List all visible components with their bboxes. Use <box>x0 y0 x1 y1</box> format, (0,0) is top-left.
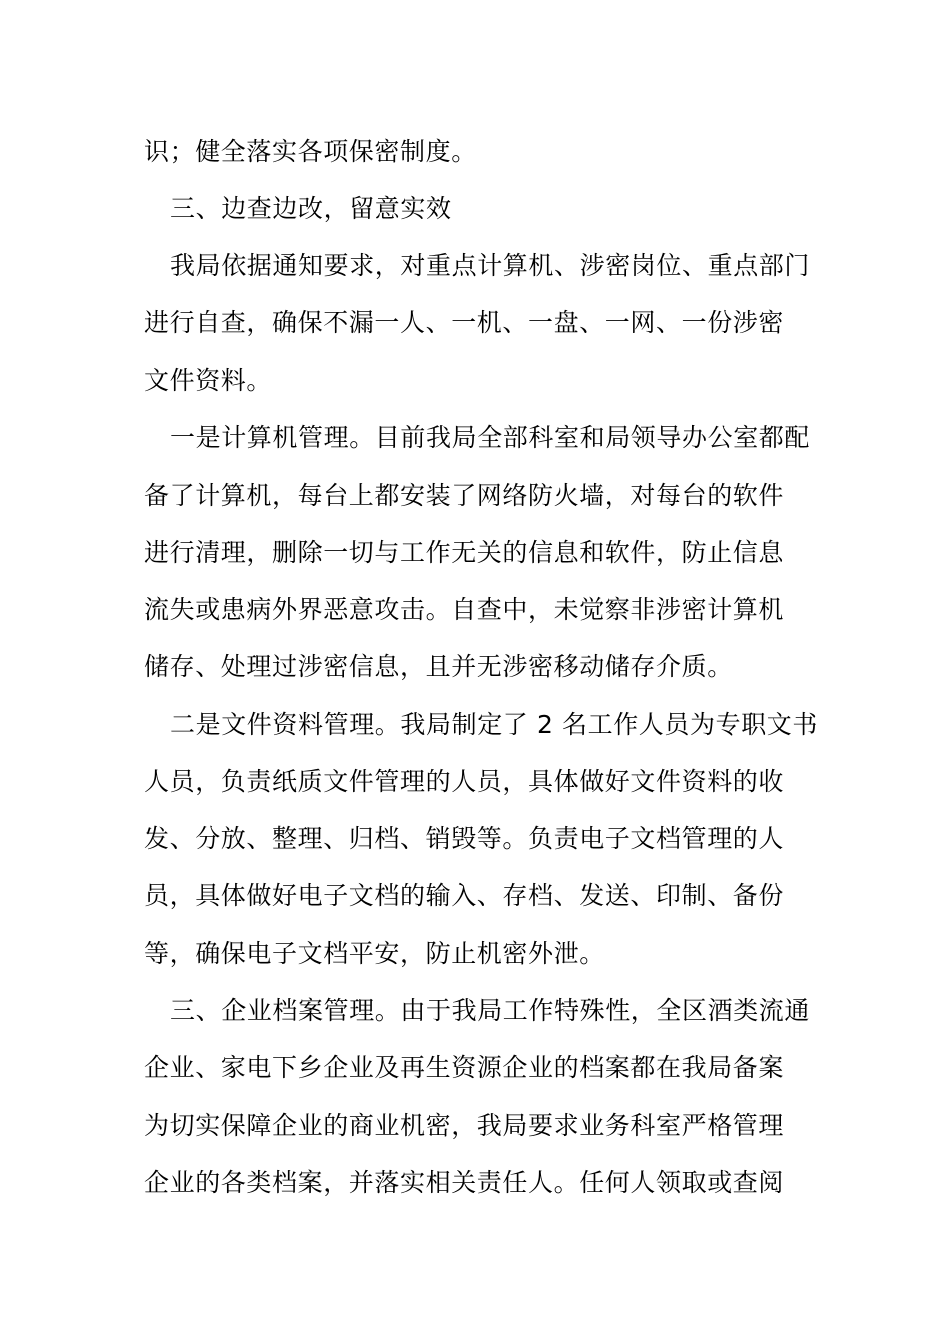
text-line: 进行清理，删除一切与工作无关的信息和软件，防止信息 <box>144 538 785 567</box>
text-line: 员，具体做好电子文档的输入、存档、发送、印制、备份 <box>144 881 785 910</box>
text-line: 我局依据通知要求，对重点计算机、涉密岗位、重点部门 <box>170 251 811 280</box>
text-line: 识；健全落实各项保密制度。 <box>144 137 477 166</box>
text-line: 企业、家电下乡企业及再生资源企业的档案都在我局备案 <box>144 1053 785 1082</box>
text-line: 进行自查，确保不漏一人、一机、一盘、一网、一份涉密 <box>144 308 785 337</box>
text-line: 一是计算机管理。目前我局全部科室和局领导办公室都配 <box>170 423 811 452</box>
text-line: 发、分放、整理、归档、销毁等。负责电子文档管理的人 <box>144 824 785 853</box>
text-line: 备了计算机，每台上都安装了网络防火墙，对每台的软件 <box>144 481 785 510</box>
text-line: 文件资料。 <box>144 366 273 395</box>
section-heading: 三、边查边改，留意实效 <box>170 194 452 223</box>
text-line: 储存、处理过涉密信息，且并无涉密移动储存介质。 <box>144 652 733 681</box>
text-line: 流失或患病外界恶意攻击。自查中，未觉察非涉密计算机 <box>144 595 785 624</box>
text-line: 为切实保障企业的商业机密，我局要求业务科室严格管理 <box>144 1111 785 1140</box>
text-line: 二是文件资料管理。我局制定了 2 名工作人员为专职文书 <box>170 710 819 739</box>
text-line: 企业的各类档案，并落实相关责任人。任何人领取或查阅 <box>144 1168 785 1197</box>
text-line: 人员，负责纸质文件管理的人员，具体做好文件资料的收 <box>144 767 785 796</box>
text-line: 三、企业档案管理。由于我局工作特殊性，全区酒类流通 <box>170 996 811 1025</box>
text-line: 等，确保电子文档平安，防止机密外泄。 <box>144 939 605 968</box>
